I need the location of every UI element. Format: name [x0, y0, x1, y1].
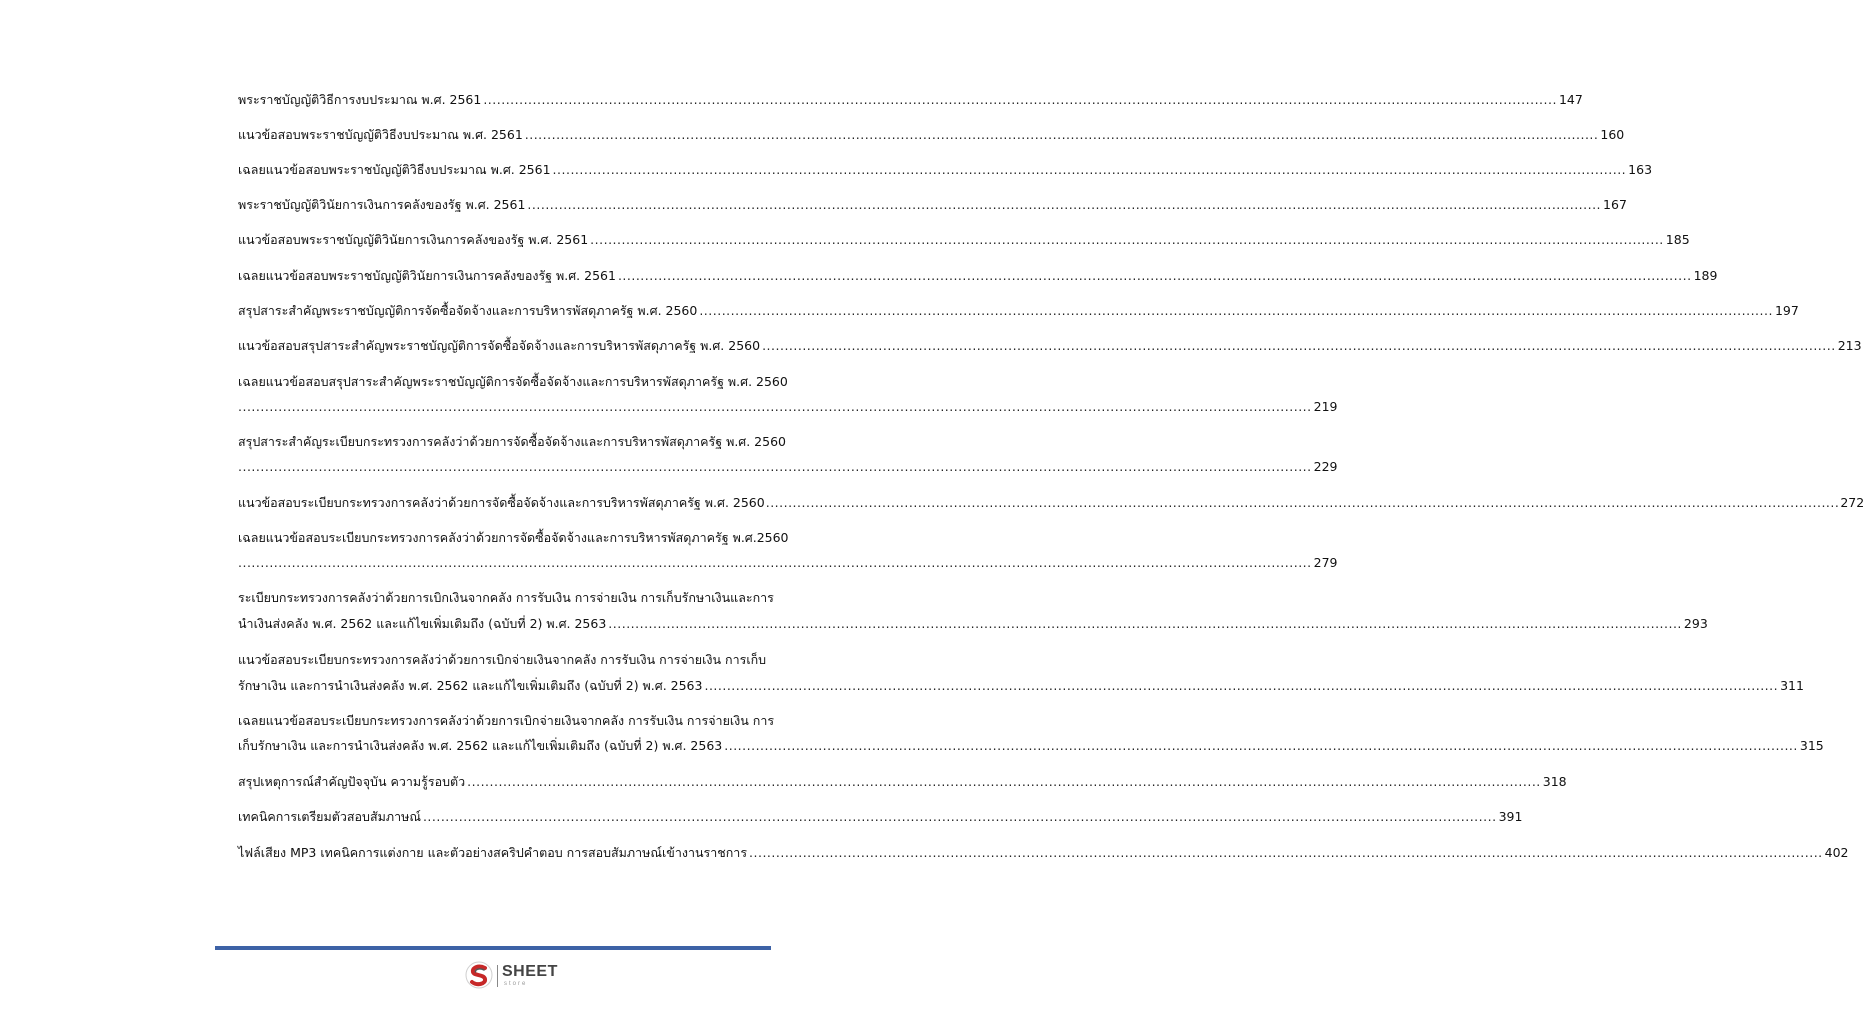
toc-entry-title: เฉลยแนวข้อสอบระเบียบกระทรวงการคลังว่าด้วยการจัดซื้อจัดจ้างและการบริหารพัสดุภาครัฐ พ.ศ.2560 [238, 530, 789, 545]
toc-leader-dots [699, 300, 1773, 322]
toc-entry [238, 492, 1864, 514]
toc-leader-dots [238, 552, 1312, 574]
toc-entry-continuation [238, 396, 1338, 418]
toc-leader-dots [238, 456, 1312, 478]
toc-leader-dots [749, 842, 1823, 864]
toc-entry-title: สรุปเหตุการณ์สำคัญปัจจุบัน ความรู้รอบตัว [238, 774, 466, 789]
toc-leader-dots [553, 159, 1627, 181]
toc-entry-page: 391 [1498, 809, 1523, 824]
toc-entry-page: 197 [1774, 303, 1799, 318]
toc-entry-title: แนวข้อสอบสรุปสาระสำคัญพระราชบัญญัติการจัดซื้อจัดจ้างและการบริหารพัสดุภาครัฐ พ.ศ. 2560 [238, 338, 761, 353]
toc-leader-dots [467, 771, 1541, 793]
toc-entry [238, 229, 1690, 251]
toc-leader-dots [590, 229, 1664, 251]
toc-entry-continuation [238, 735, 1824, 757]
toc-entry-page: 402 [1824, 845, 1849, 860]
logo-wordmark: SHEET [502, 963, 558, 980]
toc-entry [238, 159, 1653, 181]
toc-entry-page: 311 [1780, 678, 1804, 693]
toc-entry-title: แนวข้อสอบระเบียบกระทรวงการคลังว่าด้วยการจัดซื้อจัดจ้างและการบริหารพัสดุภาครัฐ พ.ศ. 2560 [238, 495, 765, 510]
s-logo-icon [465, 961, 493, 989]
toc-entry-title: เก็บรักษาเงิน และการนำเงินส่งคลัง พ.ศ. 2562 และแก้ไขเพิ่มเติมถึง (ฉบับที่ 2) พ.ศ. 2563 [238, 738, 723, 753]
sheet-store-logo [465, 961, 565, 991]
toc-entry-page: 160 [1600, 127, 1625, 142]
toc-entry-page: 167 [1603, 197, 1627, 212]
toc-leader-dots [423, 806, 1497, 828]
toc-entry-page: 279 [1313, 555, 1338, 570]
toc-leader-dots [724, 735, 1798, 757]
toc-entry [238, 431, 786, 453]
toc-entry-title: แนวข้อสอบระเบียบกระทรวงการคลังว่าด้วยการเบิกจ่ายเงินจากคลัง การรับเงิน การจ่ายเงิน การเก็บ [238, 652, 767, 667]
toc-entry-page: 185 [1665, 232, 1690, 247]
toc-entry-continuation [238, 675, 1804, 697]
toc-entry-title: ระเบียบกระทรวงการคลังว่าด้วยการเบิกเงินจากคลัง การรับเงิน การจ่ายเงิน การเก็บรักษาเงินและการ [238, 590, 774, 605]
toc-entry [238, 771, 1567, 793]
toc-entry-page: 163 [1628, 162, 1653, 177]
toc-leader-dots [238, 396, 1312, 418]
toc-entry-page: 315 [1799, 738, 1824, 753]
toc-entry-title: เฉลยแนวข้อสอบระเบียบกระทรวงการคลังว่าด้วยการเบิกจ่ายเงินจากคลัง การรับเงิน การจ่ายเงิน การ [238, 713, 775, 728]
toc-entry [238, 300, 1799, 322]
logo-subtitle: store [504, 981, 528, 987]
toc-entry [238, 587, 786, 609]
toc-entry-continuation [238, 613, 1708, 635]
toc-entry-page: 147 [1558, 92, 1583, 107]
toc-entry [238, 124, 1625, 146]
toc-entry-title: แนวข้อสอบพระราชบัญญัติวินัยการเงินการคลังของรัฐ พ.ศ. 2561 [238, 232, 589, 247]
toc-entry-page: 272 [1840, 495, 1864, 510]
footer-rule [215, 946, 771, 950]
toc-entry-page: 189 [1693, 268, 1718, 283]
toc-entry-page: 219 [1313, 399, 1338, 414]
toc-leader-dots [762, 335, 1836, 357]
toc-entry-page: 213 [1837, 338, 1862, 353]
toc-entry-page: 318 [1542, 774, 1567, 789]
logo-divider [497, 965, 498, 987]
toc-entry-title: เฉลยแนวข้อสอบสรุปสาระสำคัญพระราชบัญญัติการจัดซื้อจัดจ้างและการบริหารพัสดุภาครัฐ พ.ศ. 2560 [238, 374, 788, 389]
toc-leader-dots [704, 675, 1778, 697]
toc-entry [238, 265, 1718, 287]
toc-leader-dots [483, 89, 1557, 111]
toc-entry-title: รักษาเงิน และการนำเงินส่งคลัง พ.ศ. 2562 และแก้ไขเพิ่มเติมถึง (ฉบับที่ 2) พ.ศ. 2563 [238, 678, 703, 693]
toc-entry-title: แนวข้อสอบพระราชบัญญัติวิธีงบประมาณ พ.ศ. 2561 [238, 127, 523, 142]
toc-entry-page: 229 [1313, 459, 1338, 474]
toc-entry-title: เฉลยแนวข้อสอบพระราชบัญญัติวิธีงบประมาณ พ.ศ. 2561 [238, 162, 551, 177]
toc-leader-dots [618, 265, 1692, 287]
toc-entry-title: พระราชบัญญัติวิธีการงบประมาณ พ.ศ. 2561 [238, 92, 482, 107]
toc-leader-dots [766, 492, 1840, 514]
toc-entry [238, 194, 1627, 216]
toc-entry [238, 371, 786, 393]
toc-entry [238, 842, 1849, 864]
toc-entry-title: ไฟล์เสียง MP3 เทคนิคการแต่งกาย และตัวอย่างสคริปคำตอบ การสอบสัมภาษณ์เข้างานราชการ [238, 845, 748, 860]
toc-entry [238, 649, 786, 671]
toc-entry [238, 710, 786, 732]
toc-entry-title: นำเงินส่งคลัง พ.ศ. 2562 และแก้ไขเพิ่มเติมถึง (ฉบับที่ 2) พ.ศ. 2563 [238, 616, 607, 631]
toc-entry-page: 293 [1683, 616, 1708, 631]
toc-entry [238, 806, 1523, 828]
toc-leader-dots [525, 124, 1599, 146]
toc-leader-dots [527, 194, 1601, 216]
toc-entry-title: สรุปสาระสำคัญระเบียบกระทรวงการคลังว่าด้วยการจัดซื้อจัดจ้างและการบริหารพัสดุภาครัฐ พ.ศ. 2560 [238, 434, 786, 449]
toc-entry [238, 527, 789, 549]
toc-entry-title: เฉลยแนวข้อสอบพระราชบัญญัติวินัยการเงินการคลังของรัฐ พ.ศ. 2561 [238, 268, 616, 283]
toc-entry-title: เทคนิคการเตรียมตัวสอบสัมภาษณ์ [238, 809, 421, 824]
toc-entry-title: สรุปสาระสำคัญพระราชบัญญัติการจัดซื้อจัดจ้างและการบริหารพัสดุภาครัฐ พ.ศ. 2560 [238, 303, 698, 318]
toc-entry-title: พระราชบัญญัติวินัยการเงินการคลังของรัฐ พ.ศ. 2561 [238, 197, 526, 212]
toc-entry [238, 335, 1862, 357]
toc-entry-continuation [238, 456, 1338, 478]
toc-entry [238, 89, 1583, 111]
toc-leader-dots [608, 613, 1682, 635]
toc-entry-continuation [238, 552, 1338, 574]
